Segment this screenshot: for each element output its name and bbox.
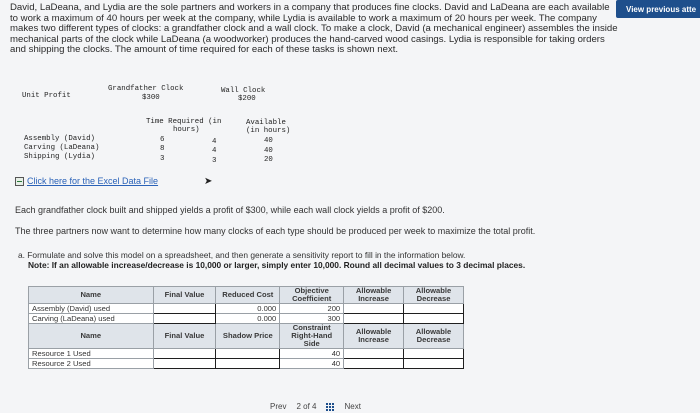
objective-coefficient-header: Objective Coefficient [280,287,344,304]
task-label: Shipping (Lydia) [24,153,95,161]
problem-intro: David, LaDeana, and Lydia are the sole partners and workers in a company that produces fine clocks. David and LaDeana are each available to work a maximum of 40 hours per week at the company, while Lydia is available to work a maximum of 20 hours per week. The company makes two different types of clocks: a grandfather clock and a wall clock. To make a clock, David (a mechanical engineer) assembles the inside mechanical parts of the clock while LaDeana (a woodworker) produces the hand-carved wood casings. Lydia is responsible for taking orders and shipping the clocks. The amount of time required for each of these tasks is shown next. [10,2,618,56]
table-row [29,349,464,359]
reduced-cost-value: 0.000 [216,304,280,314]
wall-profit: $200 [238,95,256,103]
reduced-cost-header: Reduced Cost [216,287,280,304]
allowable-increase-header: Allowable Increase [344,324,404,349]
final-value-input[interactable] [153,304,216,314]
table-row [29,304,464,314]
time-required-header-unit: hours) [173,126,200,134]
allowable-increase-input[interactable] [344,359,404,369]
final-value-header: Final Value [153,287,216,304]
shadow-price-input[interactable] [216,349,280,359]
task-label: Carving (LaDeana) [24,144,100,152]
profit-paragraph: Each grandfather clock built and shipped yields a profit of $300, while each wall clock yields a profit of $200. [15,205,445,215]
final-value-input[interactable] [153,359,216,369]
allowable-increase-input[interactable] [344,349,404,359]
grandfather-clock-header: Grandfather Clock [108,85,184,93]
prev-button[interactable]: Prev [270,402,287,411]
allowable-decrease-input[interactable] [404,349,464,359]
time-required-header: Time Required (in [146,118,222,126]
variable-name: Carving (LaDeana) used [29,314,154,324]
task-label: Assembly (David) [24,135,95,143]
available-header: Available [246,119,286,127]
variable-name: Assembly (David) used [29,304,154,314]
grid-icon[interactable] [326,403,334,411]
wall-hours: 3 [212,157,217,165]
shadow-price-header: Shadow Price [216,324,280,349]
page-indicator: 2 of 4 [296,402,317,411]
available-hours: 20 [264,156,273,164]
part-a-instructions: a. Formulate and solve this model on a spreadsheet, and then generate a sensitivity report to fill in the information below. [18,250,466,260]
final-value-input[interactable] [153,314,216,324]
pagination [270,402,361,411]
allowable-decrease-input[interactable] [404,304,464,314]
available-hours: 40 [264,137,273,145]
constraint-name: Resource 2 Used [29,359,154,369]
final-value-header: Final Value [153,324,216,349]
view-previous-attempt-button[interactable]: View previous atte [616,0,700,18]
grandfather-hours: 8 [160,145,165,153]
objective-paragraph: The three partners now want to determine how many clocks of each type should be produced per week to maximize the total profit. [15,226,536,236]
final-value-input[interactable] [153,349,216,359]
constraint-rhs-value: 40 [280,359,344,369]
unit-profit-label: Unit Profit [22,92,71,100]
objective-coefficient-value: 300 [280,314,344,324]
excel-data-file-link[interactable] [15,176,158,186]
allowable-decrease-input[interactable] [404,314,464,324]
next-button[interactable]: Next [344,402,361,411]
table-row [29,359,464,369]
available-header-unit: (in hours) [246,127,291,135]
available-hours: 40 [264,147,273,155]
allowable-increase-input[interactable] [344,314,404,324]
wall-clock-header: Wall Clock [221,87,266,95]
excel-link-label: Click here for the Excel Data File [27,176,159,186]
grandfather-hours: 6 [160,136,165,144]
objective-coefficient-value: 200 [280,304,344,314]
wall-hours: 4 [212,138,217,146]
table-row [29,314,464,324]
shadow-price-input[interactable] [216,359,280,369]
allowable-decrease-header: Allowable Decrease [404,324,464,349]
allowable-decrease-header: Allowable Decrease [404,287,464,304]
grandfather-hours: 3 [160,155,165,163]
constraint-rhs-header: Constraint Right-Hand Side [280,324,344,349]
name-header: Name [29,287,154,304]
reduced-cost-value: 0.000 [216,314,280,324]
mouse-pointer-icon: ➤ [204,176,213,187]
excel-file-icon [15,177,24,186]
allowable-decrease-input[interactable] [404,359,464,369]
wall-hours: 4 [212,147,217,155]
allowable-increase-input[interactable] [344,304,404,314]
grandfather-profit: $300 [142,94,160,102]
rounding-note: Note: If an allowable increase/decrease is 10,000 or larger, simply enter 10,000. Round all decimal values to 3 decimal places. [28,260,526,270]
sensitivity-report-table [28,286,464,369]
constraint-name: Resource 1 Used [29,349,154,359]
name-header: Name [29,324,154,349]
constraint-rhs-value: 40 [280,349,344,359]
allowable-increase-header: Allowable Increase [344,287,404,304]
